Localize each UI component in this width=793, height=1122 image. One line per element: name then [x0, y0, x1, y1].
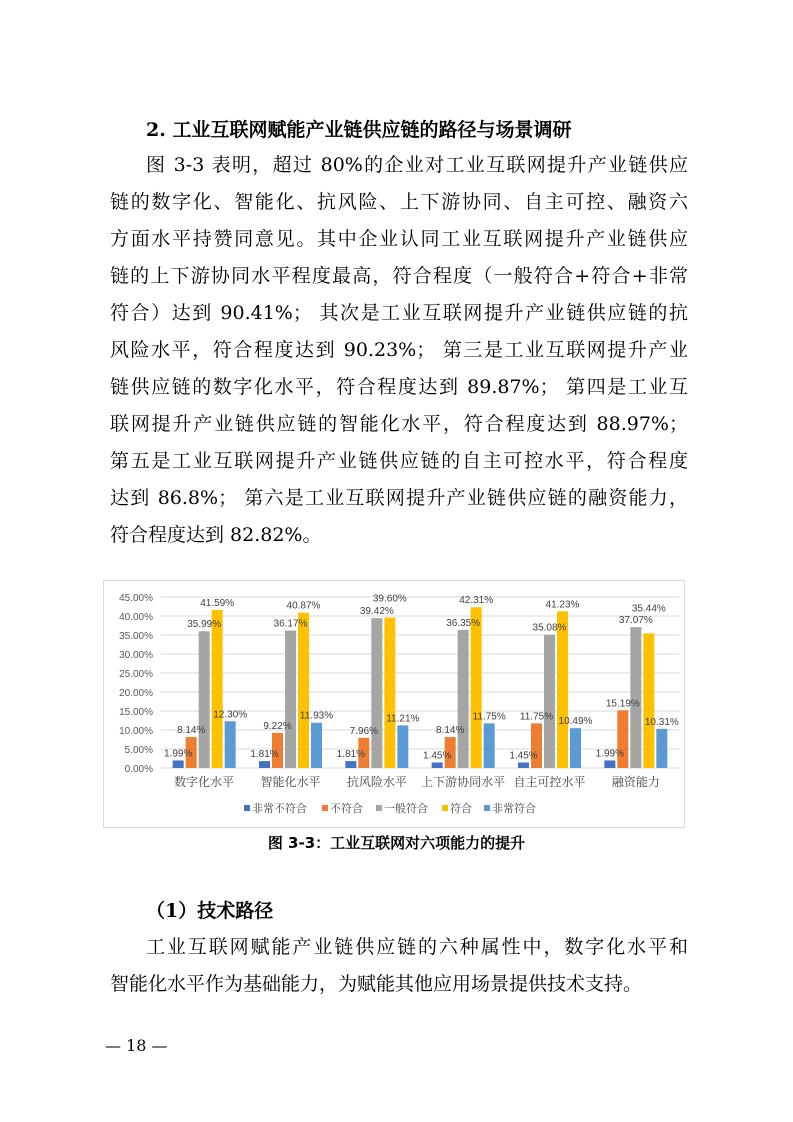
data-label: 35.99% [187, 619, 222, 631]
y-tick-label: 20.00% [119, 688, 153, 699]
data-label: 36.17% [273, 618, 308, 630]
bar-0 [604, 760, 615, 768]
data-label: 40.87% [286, 600, 321, 612]
y-tick-label: 10.00% [119, 726, 153, 737]
x-tick-label: 智能化水平 [260, 775, 321, 789]
bar-3 [212, 610, 223, 768]
bar-2 [199, 631, 210, 768]
data-label: 41.59% [200, 597, 235, 609]
data-label: 1.81% [250, 749, 279, 761]
text-line: 方面水平持赞同意见。其中企业认同工业互联网提升产业链供应 [110, 228, 688, 250]
text-line: 联网提升产业链供应链的智能化水平，符合程度达到 88.97%； [110, 413, 688, 435]
text-line: 风险水平，符合程度达到 90.23%； 第三是工业互联网提升产业 [110, 339, 688, 361]
data-label: 11.75% [472, 711, 506, 723]
bar-0 [259, 761, 270, 768]
text-line: 第五是工业互联网提升产业链供应链的自主可控水平，符合程度 [110, 450, 688, 472]
figure-caption: 图 3-3：工业互联网对六项能力的提升 [267, 834, 526, 852]
text-line: 智能化水平作为基础能力，为赋能其他应用场景提供技术支持。 [110, 973, 643, 995]
data-label: 37.07% [618, 615, 653, 627]
y-tick-label: 30.00% [119, 650, 153, 661]
text-line: 链的数字化、智能化、抗风险、上下游协同、自主可控、融资六 [110, 191, 688, 213]
page-number: — 18 — [105, 1036, 168, 1055]
data-label: 1.99% [163, 748, 193, 760]
text-line: 达到 86.8%； 第六是工业互联网提升产业链供应链的融资能力， [110, 487, 688, 509]
bar-0 [345, 761, 356, 768]
text-line: 符合程度达到 82.82%。 [110, 524, 322, 546]
legend-label: 符合 [450, 802, 472, 815]
text-line: 链供应链的数字化水平，符合程度达到 89.87%； 第四是工业互 [110, 376, 688, 398]
bar-4 [570, 728, 581, 768]
legend-swatch [244, 805, 250, 811]
data-label: 35.44% [631, 603, 666, 615]
text-line: 符合）达到 90.41%； 其次是工业互联网提升产业链供应链的抗 [110, 302, 688, 324]
data-label: 1.81% [336, 749, 366, 761]
data-label: 8.14% [176, 725, 206, 737]
y-tick-label: 25.00% [119, 669, 153, 680]
y-tick-label: 0.00% [124, 764, 153, 775]
bar-4 [484, 723, 495, 768]
subsection-heading: （1）技术路径 [146, 900, 274, 922]
data-label: 7.96% [349, 725, 379, 737]
bar-2 [458, 630, 469, 768]
data-label: 1.99% [595, 748, 625, 760]
x-tick-label: 数字化水平 [174, 775, 235, 789]
data-label: 39.42% [359, 606, 394, 618]
x-tick-label: 上下游协同水平 [421, 775, 506, 789]
legend-label: 非常符合 [492, 802, 536, 815]
bar-4 [225, 721, 236, 768]
y-tick-label: 45.00% [119, 593, 153, 604]
legend-label: 非常不符合 [252, 802, 307, 815]
data-label: 11.93% [299, 710, 334, 722]
y-tick-label: 40.00% [119, 612, 153, 623]
x-tick-label: 自主可控水平 [513, 775, 586, 789]
data-label: 11.75% [519, 711, 554, 723]
legend-label: 不符合 [330, 802, 363, 815]
data-label: 36.35% [446, 617, 481, 629]
section-heading: 2. 工业互联网赋能产业链供应链的路径与场景调研 [146, 119, 572, 141]
data-label: 42.31% [459, 595, 494, 607]
bar-0 [173, 760, 184, 768]
text-line: 链的上下游协同水平程度最高，符合程度（一般符合+符合+非常 [110, 265, 688, 287]
data-label: 39.60% [372, 593, 407, 605]
data-label: 41.23% [545, 599, 580, 611]
legend-swatch [376, 805, 382, 811]
x-tick-label: 融资能力 [611, 775, 660, 789]
bar-3 [471, 607, 482, 768]
data-label: 11.21% [386, 713, 420, 725]
x-tick-label: 抗风险水平 [346, 775, 407, 789]
chart-svg [104, 581, 686, 829]
bar-4 [397, 725, 408, 768]
bar-3 [298, 613, 309, 768]
bar-3 [643, 633, 654, 768]
legend-label: 一般符合 [384, 802, 428, 815]
bar-4 [656, 729, 667, 768]
legend-swatch [484, 805, 490, 811]
data-label: 9.22% [263, 720, 292, 732]
bar-2 [371, 618, 382, 768]
bar-2 [285, 631, 296, 768]
bar-3 [557, 611, 568, 768]
y-tick-label: 15.00% [119, 707, 153, 718]
data-label: 35.08% [532, 622, 567, 634]
data-label: 12.30% [213, 709, 248, 721]
bar-3 [384, 618, 395, 768]
data-label: 10.49% [558, 716, 593, 728]
text-line: 图 3-3 表明，超过 80%的企业对工业互联网提升产业链供应 [146, 154, 688, 176]
legend-swatch [322, 805, 328, 811]
data-label: 1.45% [509, 750, 538, 762]
data-label: 10.31% [644, 716, 679, 728]
bar-chart [103, 580, 685, 828]
data-label: 15.19% [605, 698, 640, 710]
y-tick-label: 35.00% [119, 631, 153, 642]
bar-2 [544, 635, 555, 768]
text-line: 工业互联网赋能产业链供应链的六种属性中，数字化水平和 [146, 936, 688, 958]
legend-swatch [442, 805, 448, 811]
data-label: 8.14% [435, 725, 465, 737]
bar-4 [311, 723, 322, 768]
bar-0 [518, 762, 529, 768]
bar-0 [432, 762, 443, 768]
y-tick-label: 5.00% [124, 745, 153, 756]
data-label: 1.45% [422, 750, 452, 762]
